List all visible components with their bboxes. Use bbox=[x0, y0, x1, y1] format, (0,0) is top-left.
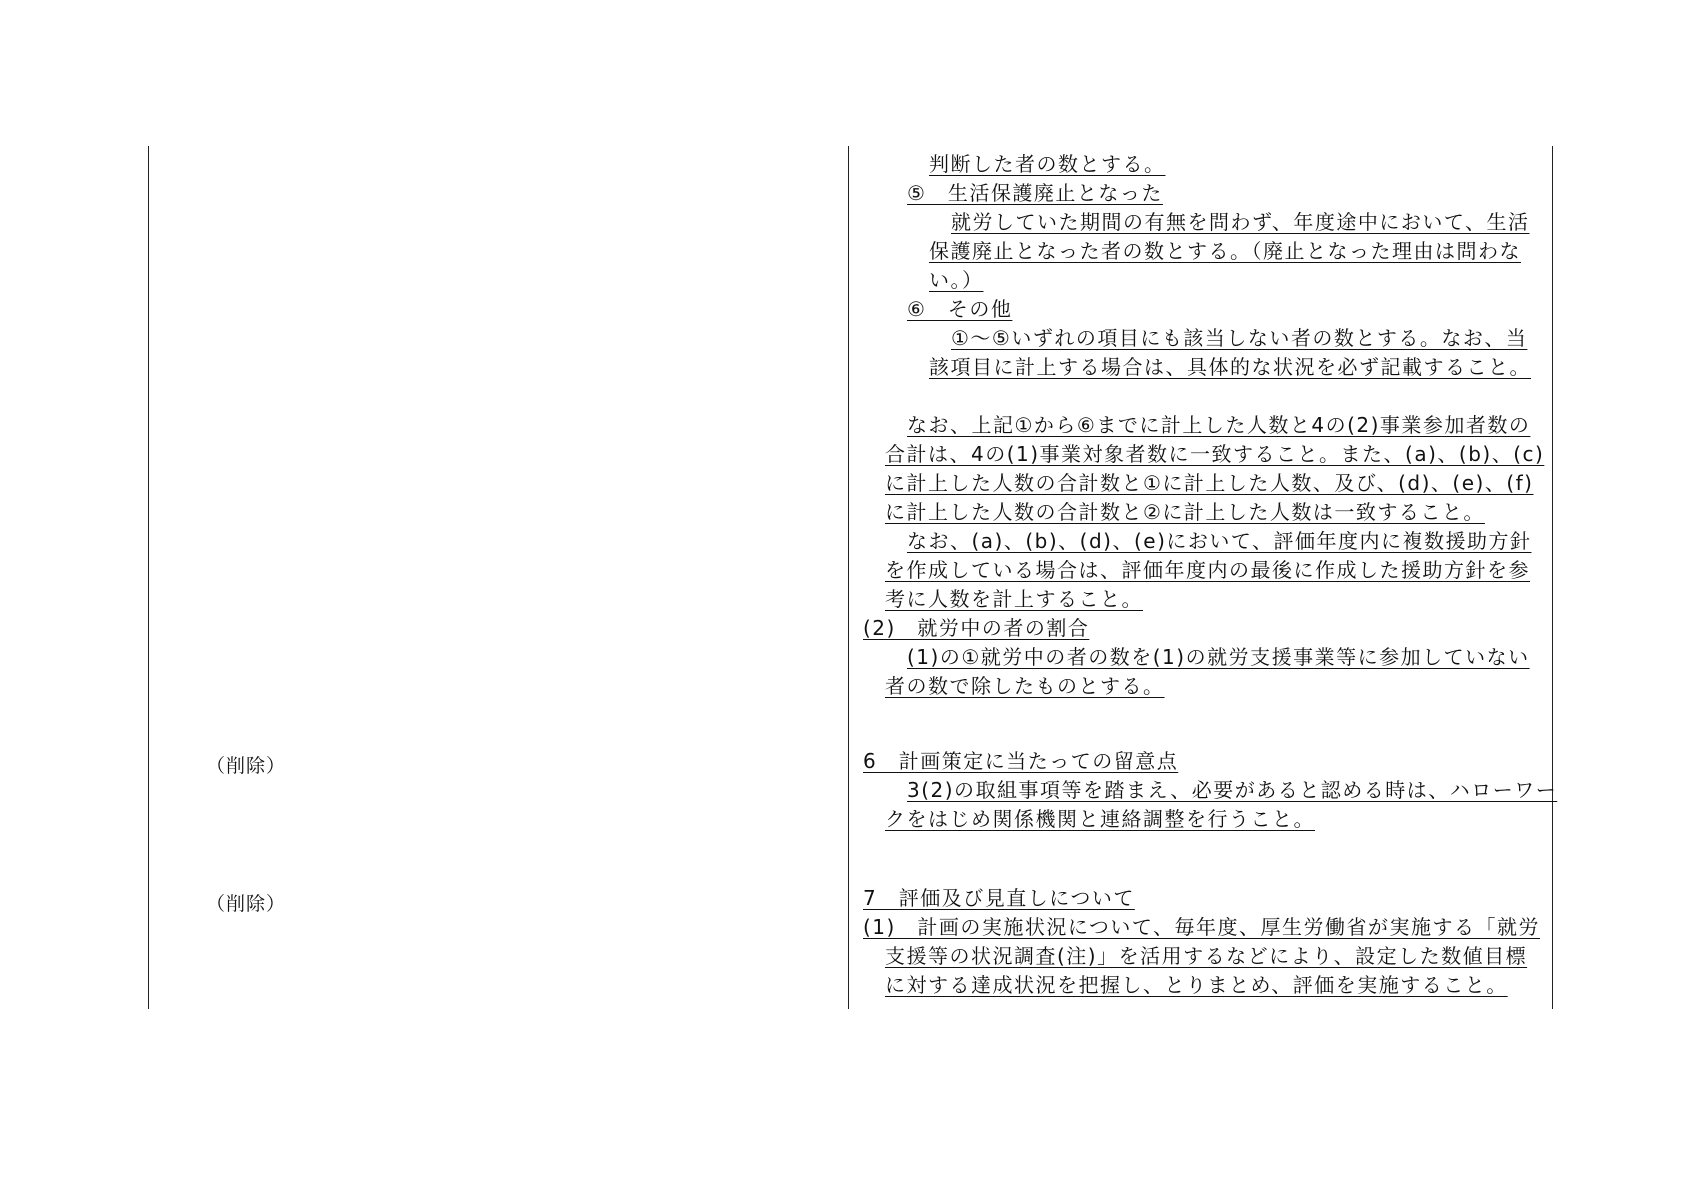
text-line: に対する達成状況を把握し、とりまとめ、評価を実施すること。 bbox=[885, 973, 1508, 997]
deleted-marker: （削除） bbox=[206, 755, 287, 777]
text-line: 就労していた期間の有無を問わず、年度途中において、生活 bbox=[951, 210, 1530, 234]
text-line: い。） bbox=[929, 268, 984, 292]
text-line: ①～⑤いずれの項目にも該当しない者の数とする。なお、当 bbox=[951, 326, 1528, 350]
deleted-marker: （削除） bbox=[206, 893, 287, 915]
section-heading: 6 計画策定に当たっての留意点 bbox=[863, 749, 1179, 773]
text-line: 保護廃止となった者の数とする。（廃止となった理由は問わな bbox=[929, 239, 1521, 263]
text-line: クをはじめ関係機関と連絡調整を行うこと。 bbox=[885, 807, 1315, 831]
text-line: 3(2)の取組事項等を踏まえ、必要があると認める時は、ハローワー bbox=[907, 778, 1558, 802]
text-line: なお、(a)、(b)、(d)、(e)において、評価年度内に複数援助方針 bbox=[907, 529, 1532, 553]
text-line: (1) 計画の実施状況について、毎年度、厚生労働省が実施する「就労 bbox=[863, 915, 1541, 939]
table-border-right bbox=[1552, 146, 1553, 1009]
text-line: を作成している場合は、評価年度内の最後に作成した援助方針を参 bbox=[885, 558, 1530, 582]
text-line: 考に人数を計上すること。 bbox=[885, 587, 1143, 611]
text-line: 該項目に計上する場合は、具体的な状況を必ず記載すること。 bbox=[929, 355, 1531, 379]
text-line: (1)の①就労中の者の数を(1)の就労支援事業等に参加していない bbox=[907, 645, 1530, 669]
text-line: 支援等の状況調査(注)」を活用するなどにより、設定した数値目標 bbox=[885, 944, 1528, 968]
text-line: に計上した人数の合計数と②に計上した人数は一致すること。 bbox=[885, 500, 1485, 524]
text-line: に計上した人数の合計数と①に計上した人数、及び、(d)、(e)、(f) bbox=[885, 471, 1534, 495]
text-line: なお、上記①から⑥までに計上した人数と4の(2)事業参加者数の bbox=[907, 413, 1531, 437]
text-line: ⑥ その他 bbox=[907, 297, 1013, 321]
text-line: 判断した者の数とする。 bbox=[929, 152, 1166, 176]
text-line: 者の数で除したものとする。 bbox=[885, 674, 1165, 698]
text-line: ⑤ 生活保護廃止となった bbox=[907, 181, 1163, 205]
text-line: 合計は、4の(1)事業対象者数に一致すること。また、(a)、(b)、(c) bbox=[885, 442, 1545, 466]
new-text-column bbox=[849, 146, 1558, 1009]
section-heading: 7 評価及び見直しについて bbox=[863, 886, 1135, 910]
old-text-column bbox=[148, 146, 848, 1009]
text-line: (2) 就労中の者の割合 bbox=[863, 616, 1090, 640]
